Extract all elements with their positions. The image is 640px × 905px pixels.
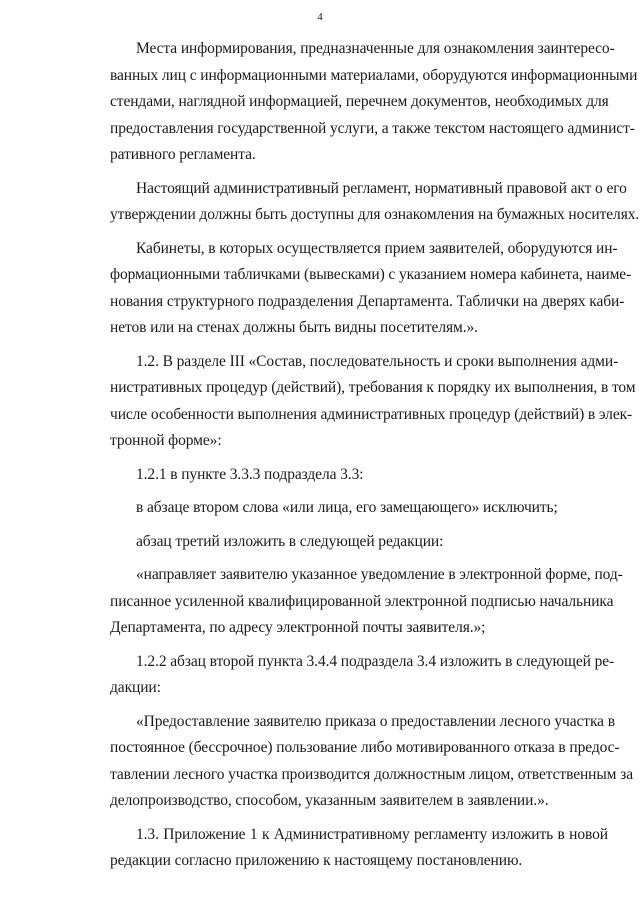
text-line: делопроизводство, способом, указанным заявителем в заявлении.». [110,792,549,809]
text-line: дакции: [110,679,161,696]
page-number: 4 [317,11,323,23]
paragraph-item-1-2-1 [84,462,608,489]
paragraph-information-places [84,36,638,169]
text-line: постоянное (бессрочное) пользование либо мотивированного отказа в предос- [110,739,620,756]
text-line: «направляет заявителю указанное уведомление в электронной форме, под- [136,566,623,583]
paragraph-second-abzac [84,495,608,522]
text-line: 1.2.1 в пункте 3.3.3 подраздела 3.3: [136,465,364,483]
text-line: утверждении должны быть доступны для ознакомления на бумажных носителях. [110,206,640,223]
text-line: «Предоставление заявителю приказа о предоставлении лесного участка в [136,712,615,730]
text-line: Департамента, по адресу электронной почты заявителя.»; [110,619,486,636]
text-line: числе особенности выполнения административных процедур (действий) в элек- [110,405,633,423]
text-line: нетов или на стенах должны быть видны посетителям.». [110,319,478,336]
text-line: 1.2.2 абзац второй пункта 3.4.4 подраздела 3.4 изложить в следующей ре- [136,652,615,670]
text-line: ративного регламента. [110,146,256,163]
text-line: ванных лиц с информационными материалами, оборудуются информационными [110,66,638,84]
text-line: тавлении лесного участка производится должностным лицом, ответственным за [110,765,633,783]
text-line: Места информирования, предназначенные для ознакомления заинтересо- [136,40,615,57]
text-line: 1.3. Приложение 1 к Административному регламенту изложить в новой [136,825,608,843]
text-line: формационными табличками (вывесками) с указанием номера кабинета, наиме- [110,266,632,283]
paragraph-item-1-2-2 [84,649,615,702]
text-line: тронной форме»: [110,432,222,449]
text-line: абзац третий изложить в следующей редакции: [136,532,444,550]
text-line: предоставления государственной услуги, а также текстом настоящего админист- [110,119,635,137]
text-line: нистративных процедур (действий), требования к порядку их выполнения, в том [110,379,636,396]
text-line: 1.2. В разделе III «Состав, последовательность и сроки выполнения адми- [136,352,619,370]
paragraph-quoted-notification [84,562,623,642]
paragraph-quoted-order [84,709,633,815]
text-line: нования структурного подразделения Департамента. Таблички на дверях каби- [110,292,625,310]
text-line: редакции согласно приложению к настоящему постановлению. [110,852,523,869]
text-line: Кабинеты, в которых осуществляется прием заявителей, оборудуются ин- [136,239,618,257]
text-line: писанное усиленной квалифицированной электронной подписью начальника [110,592,614,610]
text-line: стендами, наглядной информацией, перечнем документов, необходимых для [110,93,609,110]
text-line: Настоящий административный регламент, нормативный правовой акт о его [136,179,627,197]
paragraph-offices [84,236,632,342]
paragraph-section-1-2 [84,349,636,455]
paragraph-regulation-availability [84,176,640,229]
paragraph-section-1-3 [84,822,608,875]
text-line: в абзаце втором слова «или лица, его замещающего» исключить; [136,499,558,516]
document-body [84,36,640,875]
paragraph-third-abzac [84,529,608,556]
